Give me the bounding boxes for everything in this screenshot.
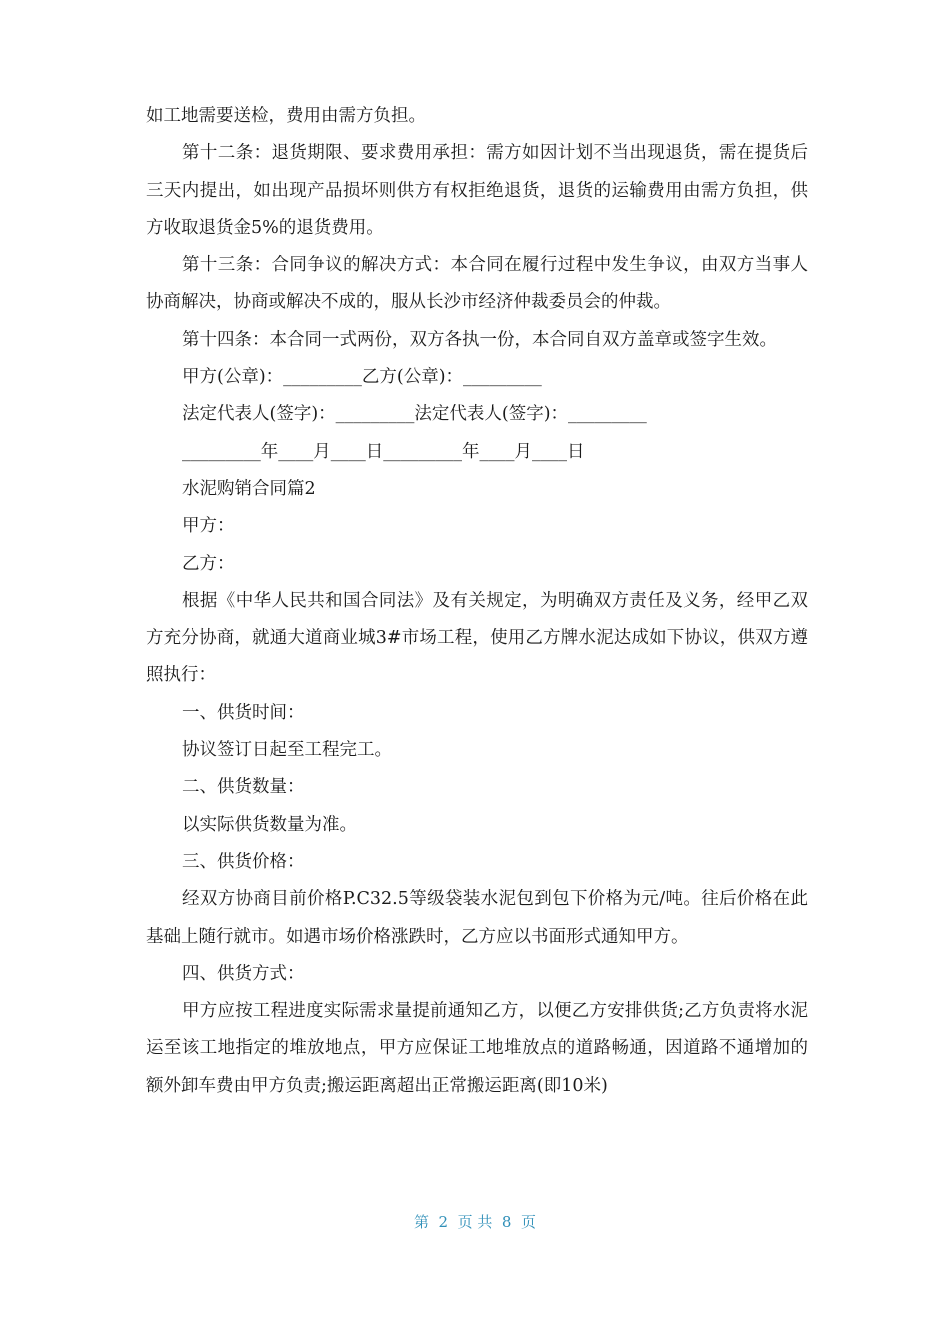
heading-supply-time: 一、供货时间：	[182, 702, 305, 723]
paragraph-supply-time: 协议签订日起至工程完工。	[182, 740, 392, 761]
page-number-footer: 第 2 页 共 8 页	[414, 1213, 536, 1231]
date-line: _________年____月____日_________年____月____日	[182, 441, 585, 462]
document-body	[146, 98, 808, 1105]
paragraph-article-12: 第十二条：退货期限、要求费用承担：需方如因计划不当出现退货，需在提货后三天内提出，如出现产品损坏则供方有权拒绝退货，退货的运输费用由需方负担，供方收取退货金5%的退货费用。	[146, 143, 808, 238]
party-b-line: 乙方：	[182, 553, 235, 574]
party-a-line: 甲方：	[182, 516, 235, 537]
section-title: 水泥购销合同篇2	[182, 478, 316, 499]
paragraph-supply-price: 经双方协商目前价格P.C32.5等级袋装水泥包到包下价格为元/吨。往后价格在此基础上随行就市。如遇市场价格涨跌时，乙方应以书面形式通知甲方。	[146, 889, 808, 947]
heading-supply-quantity: 二、供货数量：	[182, 777, 305, 798]
heading-supply-price: 三、供货价格：	[182, 851, 305, 872]
paragraph-article-13: 第十三条：合同争议的解决方式：本合同在履行过程中发生争议，由双方当事人协商解决，协商或解决不成的，服从长沙市经济仲裁委员会的仲裁。	[146, 255, 808, 313]
seal-line: 甲方(公章)：_________乙方(公章)：_________	[182, 367, 542, 388]
paragraph: 如工地需要送检，费用由需方负担。	[146, 106, 426, 126]
representative-signature-line: 法定代表人(签字)：_________法定代表人(签字)：_________	[182, 404, 647, 425]
heading-supply-method: 四、供货方式：	[182, 963, 305, 984]
paragraph-supply-quantity: 以实际供货数量为准。	[182, 814, 357, 835]
paragraph-supply-method: 甲方应按工程进度实际需求量提前通知乙方，以便乙方安排供货;乙方负责将水泥运至该工地指定的堆放地点，甲方应保证工地堆放点的道路畅通，因道路不通增加的额外卸车费由甲方负责;搬运距离超出正常搬运距离(即10米)	[146, 1001, 808, 1096]
paragraph-article-14: 第十四条：本合同一式两份，双方各执一份，本合同自双方盖章或签字生效。	[182, 329, 777, 350]
paragraph-preamble: 根据《中华人民共和国合同法》及有关规定，为明确双方责任及义务，经甲乙双方充分协商，就通大道商业城3#市场工程，使用乙方牌水泥达成如下协议，供双方遵照执行：	[146, 590, 808, 686]
